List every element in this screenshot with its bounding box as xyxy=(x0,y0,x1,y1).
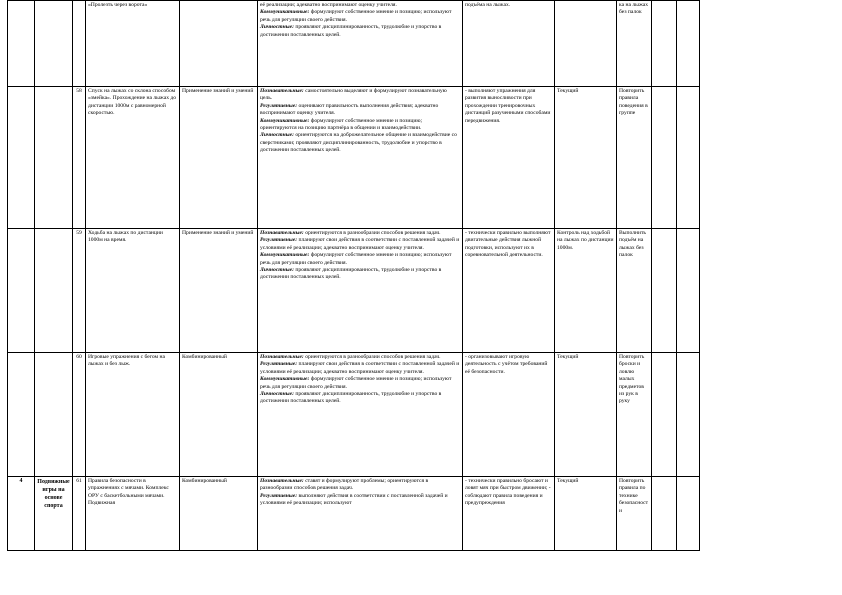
uud-text: формулируют собственное мнение и позицию; используют речь для регуляции своего действия. xyxy=(260,9,452,23)
section-title-cell xyxy=(35,87,73,229)
control-cell: Текущий xyxy=(555,87,617,229)
section-title-cell xyxy=(35,229,73,353)
results-cell: подъёма на лыжах. xyxy=(463,1,555,87)
lesson-number-cell: 60 xyxy=(73,353,86,477)
uud-cell xyxy=(258,1,463,87)
lesson-type-cell: Применение знаний и умений xyxy=(180,229,258,353)
lesson-number-cell xyxy=(73,1,86,87)
lesson-number-cell: 58 xyxy=(73,87,86,229)
uud-label: Познавательные: xyxy=(260,88,304,94)
uud-text: оценивают правильность выполнения действия; адекватно воспринимают оценку учителя. xyxy=(260,102,439,117)
uud-text: выполняют действия в соответствии с поставленной задачей и условиями её реализации; используют xyxy=(260,492,448,507)
uud-cell xyxy=(258,87,463,229)
section-number-cell: 4 xyxy=(8,477,35,551)
homework-cell: Выполнить подъём на лыжах без палок xyxy=(617,229,652,353)
uud-label: Личностные: xyxy=(260,24,294,31)
uud-paragraph xyxy=(260,361,460,376)
uud-cell xyxy=(258,353,463,477)
topic-cell: Правила безопасности в упражнениях с мячами. Комплекс ОРУ с баскетбольными мячами. Подвижная xyxy=(86,477,180,551)
control-cell: Текущий xyxy=(555,477,617,551)
section-number-cell xyxy=(8,87,35,229)
uud-paragraph xyxy=(260,376,460,391)
uud-text: планируют свои действия в соответствии с поставленной задачей и условиями её реализации; адекватно воспринимают оценку учителя. xyxy=(260,361,460,375)
section-number-cell xyxy=(8,353,35,477)
date-fact-cell xyxy=(677,353,700,477)
uud-label: Личностные: xyxy=(260,267,294,274)
uud-text: ставят и формулируют проблемы; ориентируются в разнообразии способов решения задач. xyxy=(260,478,429,492)
table-row xyxy=(8,1,700,87)
topic-cell: Спуск на лыжах со склона способом «змейка». Прохождение на лыжах до дистанции 1000м с равномерной скоростью. xyxy=(86,87,180,229)
lesson-type-cell: Применение знаний и умений xyxy=(180,87,258,229)
uud-paragraph xyxy=(260,391,460,406)
homework-cell: ка на лыжах без палок xyxy=(617,1,652,87)
homework-cell: Повторить броски и ловлю малых предметов из рук в руку xyxy=(617,353,652,477)
uud-label: Коммуникативные: xyxy=(260,252,310,259)
section-title-cell xyxy=(35,353,73,477)
date-fact-cell xyxy=(677,87,700,229)
lesson-number-cell: 61 xyxy=(73,477,86,551)
uud-label: Познавательные: xyxy=(260,354,304,360)
date-plan-cell xyxy=(652,87,677,229)
uud-paragraph xyxy=(260,478,460,493)
control-cell: Текущий xyxy=(555,353,617,477)
results-cell: - организовывают игровую деятельность с учётом требований её безопасности. xyxy=(463,353,555,477)
table-row xyxy=(8,229,700,353)
uud-cell xyxy=(258,477,463,551)
date-fact-cell xyxy=(677,1,700,87)
uud-text: формулируют собственное мнение и позицию; ориентируются на позицию партнёра в общении и взаимодействии. xyxy=(260,117,423,132)
uud-label: Личностные: xyxy=(260,391,294,398)
uud-text: ориентируются на доброжелательное общение и взаимодействие со сверстниками; проявляют дисциплинированность, трудолюбие и упорство в достижении поставленных целей. xyxy=(260,132,457,154)
uud-label: Коммуникативные: xyxy=(260,9,310,16)
date-plan-cell xyxy=(652,353,677,477)
section-title-cell: Подвижные игры на основе спорта xyxy=(35,477,73,551)
lesson-type-cell: Комбинированный xyxy=(180,477,258,551)
section-title-cell xyxy=(35,1,73,87)
lesson-type-cell: Комбинированный xyxy=(180,353,258,477)
uud-label: Познавательные: xyxy=(260,478,304,484)
topic-cell: Ходьба на лыжах по дистанции 1000м на время. xyxy=(86,229,180,353)
topic-cell: «Пролезть через ворота» xyxy=(86,1,180,87)
table-row xyxy=(8,87,700,229)
uud-paragraph xyxy=(260,118,460,133)
lesson-plan-table xyxy=(7,0,700,551)
uud-text: формулируют собственное мнение и позицию; используют речь для регуляции своего действия. xyxy=(260,376,452,390)
uud-text: проявляют дисциплинированность, трудолюбие и упорство в достижении поставленных целей. xyxy=(260,24,442,38)
uud-paragraph xyxy=(260,9,460,24)
uud-text: самостоятельно выделяют и формулируют познавательную цель. xyxy=(260,88,447,102)
section-number-cell xyxy=(8,1,35,87)
uud-text: планируют свои действия в соответствии с поставленной задачей и условиями её реализации; адекватно воспринимают оценку учителя. xyxy=(260,237,460,251)
table-row xyxy=(8,353,700,477)
uud-paragraph xyxy=(260,252,460,267)
table-body xyxy=(8,1,700,551)
uud-label: Регулятивные: xyxy=(260,492,298,499)
uud-text: проявляют дисциплинированность, трудолюбие и упорство в достижении поставленных целей. xyxy=(260,391,442,405)
results-cell: - технически правильно бросают и ловят мяч при быстром движении; - соблюдают правила поведения и предупреждения xyxy=(463,477,555,551)
uud-text: формулируют собственное мнение и позицию; используют речь для регуляции своего действия. xyxy=(260,252,452,266)
date-plan-cell xyxy=(652,477,677,551)
topic-cell: Игровые упражнения с бегом на лыжах и без лыж. xyxy=(86,353,180,477)
homework-cell: Повторить правила по технике безопасности xyxy=(617,477,652,551)
uud-text: ориентируются в разнообразии способов решения задач. xyxy=(305,354,441,360)
uud-paragraph xyxy=(260,103,460,118)
uud-text: проявляют дисциплинированность, трудолюбие и упорство в достижении поставленных целей. xyxy=(260,267,442,281)
uud-paragraph xyxy=(260,493,460,508)
uud-label: Регулятивные: xyxy=(260,361,298,368)
uud-paragraph xyxy=(260,24,460,39)
date-plan-cell xyxy=(652,229,677,353)
uud-cell xyxy=(258,229,463,353)
date-plan-cell xyxy=(652,1,677,87)
date-fact-cell xyxy=(677,477,700,551)
uud-label: Коммуникативные: xyxy=(260,117,310,124)
uud-label: Регулятивные: xyxy=(260,237,298,244)
uud-label: Познавательные: xyxy=(260,230,304,236)
date-fact-cell xyxy=(677,229,700,353)
homework-cell: Повторить правила поведения в группе xyxy=(617,87,652,229)
uud-label: Личностные: xyxy=(260,132,294,139)
uud-label: Регулятивные: xyxy=(260,102,298,109)
uud-label: Коммуникативные: xyxy=(260,376,310,383)
uud-paragraph xyxy=(260,88,460,103)
table-row xyxy=(8,477,700,551)
lesson-type-cell xyxy=(180,1,258,87)
uud-paragraph xyxy=(260,132,460,154)
uud-text: ориентируются в разнообразии способов решения задач. xyxy=(305,230,441,236)
lesson-number-cell: 59 xyxy=(73,229,86,353)
results-cell: - технически правильно выполняют двигательные действия лыжной подготовки, используют их в соревновательной деятельности. xyxy=(463,229,555,353)
results-cell: - выполняют упражнения для развития выносливости при прохождении тренировочных дистанций разученными способами передвижения. xyxy=(463,87,555,229)
uud-paragraph xyxy=(260,237,460,252)
control-cell: Контроль над ходьбой на лыжах по дистанции 1000м. xyxy=(555,229,617,353)
control-cell xyxy=(555,1,617,87)
uud-paragraph xyxy=(260,267,460,282)
uud-text: её реализации; адекватно воспринимают оценку учителя. xyxy=(260,2,397,8)
section-number-cell xyxy=(8,229,35,353)
